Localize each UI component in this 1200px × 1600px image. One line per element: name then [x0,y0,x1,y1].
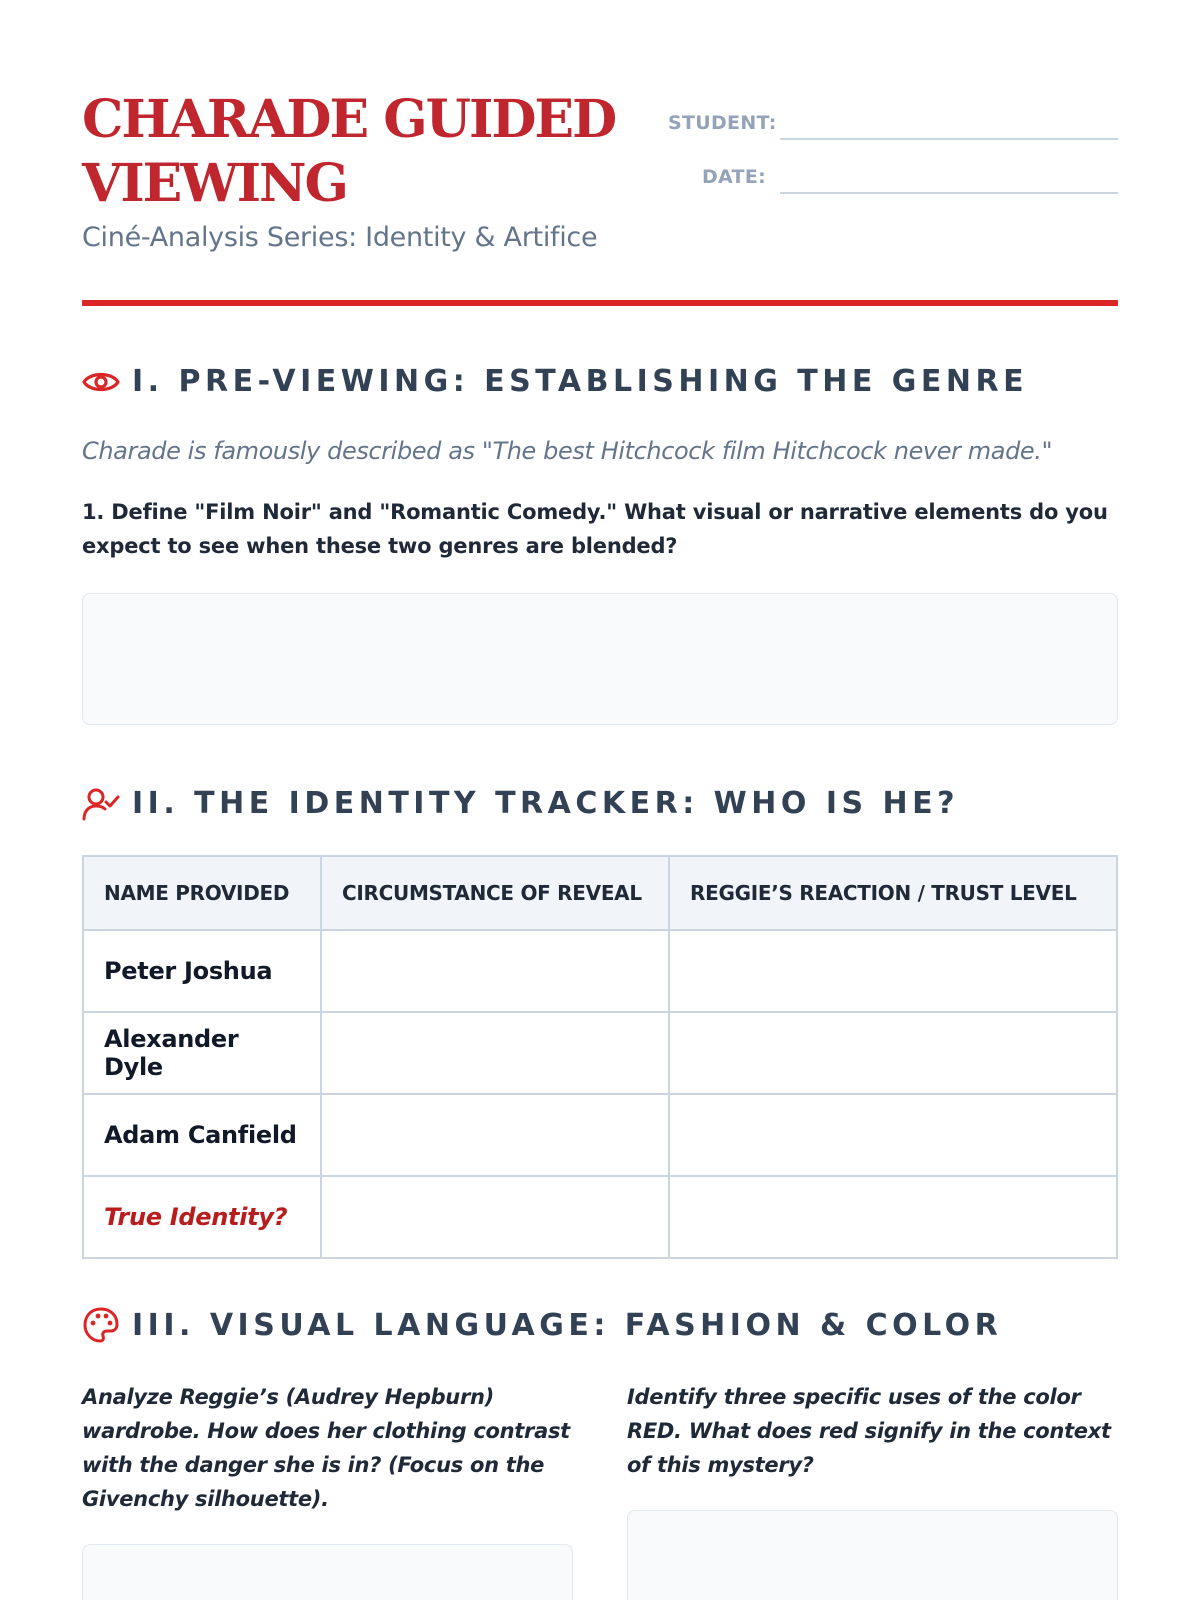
circumstance-cell[interactable] [321,930,669,1012]
table-header-row [83,856,1117,930]
date-label: DATE: [701,166,766,188]
section-heading [82,1306,1118,1344]
section-heading-text: I. PRE-VIEWING: ESTABLISHING THE GENRE [132,364,1029,399]
section-visual-language [82,1306,1118,1600]
section-heading-text: III. VISUAL LANGUAGE: FASHION & COLOR [132,1307,1003,1343]
page-subtitle: Ciné-Analysis Series: Identity & Artifice [82,222,598,253]
color-column [627,1380,1118,1600]
name-cell: Peter Joshua [83,930,321,1012]
section-heading-text: II. THE IDENTITY TRACKER: WHO IS HE? [132,786,960,821]
section-heading [82,364,1118,399]
name-cell: Alexander Dyle [83,1012,321,1094]
section-identity-tracker [82,786,1118,1259]
section-pre-viewing [82,364,1118,725]
table-row [83,1094,1117,1176]
reaction-cell[interactable] [669,1012,1117,1094]
name-cell: True Identity? [83,1176,321,1258]
genre-quote: Charade is famously described as "The best Hitchcock film Hitchcock never made." [82,437,1053,465]
reaction-cell[interactable] [669,1176,1117,1258]
wardrobe-prompt: Analyze Reggie’s (Audrey Hepburn) wardrobe. How does her clothing contrast with the danger she is in? (Focus on the Givenchy silhouette). [82,1385,570,1511]
circumstance-cell[interactable] [321,1012,669,1094]
table-row [83,1012,1117,1094]
student-info [668,86,1118,194]
column-header: NAME PROVIDED [83,856,321,930]
answer-box-1[interactable] [82,593,1118,725]
wardrobe-column [82,1380,573,1600]
circumstance-cell[interactable] [321,1094,669,1176]
wardrobe-answer-box[interactable] [82,1544,573,1600]
table-row [83,930,1117,1012]
identity-table [82,855,1118,1259]
reaction-cell[interactable] [669,1094,1117,1176]
student-name-field[interactable] [780,106,1118,140]
table-row [83,1176,1117,1258]
student-label: STUDENT: [668,112,777,134]
analysis-columns [82,1380,1118,1600]
name-cell: Adam Canfield [83,1094,321,1176]
color-prompt: Identify three specific uses of the color RED. What does red signify in the context of this mystery? [627,1385,1111,1477]
worksheet-header [82,0,1118,310]
column-header: REGGIE’S REACTION / TRUST LEVEL [669,856,1117,930]
student-row [668,86,1118,140]
circumstance-cell[interactable] [321,1176,669,1258]
date-row [668,140,1118,194]
header-divider [82,300,1118,306]
color-answer-box[interactable] [627,1510,1118,1600]
eye-icon [82,367,120,397]
user-check-icon [82,787,120,821]
page-title: CHARADE GUIDED VIEWING [82,89,616,214]
reaction-cell[interactable] [669,930,1117,1012]
column-header: CIRCUMSTANCE OF REVEAL [321,856,669,930]
date-field[interactable] [780,160,1118,194]
section-heading [82,786,1118,821]
question-1: 1. Define "Film Noir" and "Romantic Comedy." What visual or narrative elements do you expect to see when these two genres are blended? [82,500,1108,558]
palette-icon [82,1306,120,1344]
